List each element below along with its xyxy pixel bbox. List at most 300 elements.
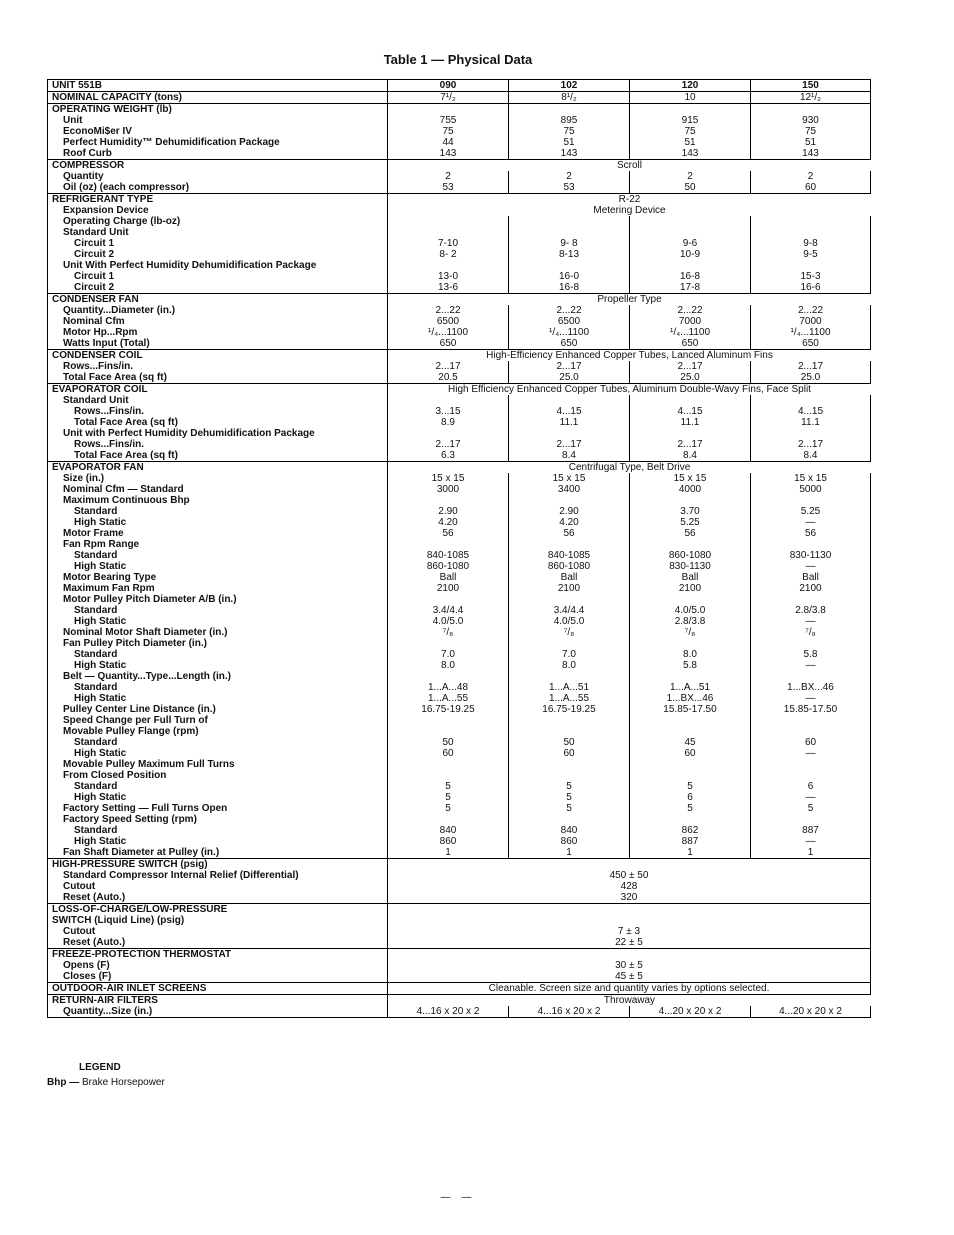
cell-value: 2 [687, 171, 693, 182]
cell-value: 11.1 [801, 417, 820, 428]
cell-value: 8.9 [441, 417, 455, 428]
row-label: Opens (F) [63, 960, 110, 971]
row-label: Operating Charge (lb-oz) [63, 216, 181, 227]
cell-value: 4...15 [797, 406, 824, 417]
cell-value: 15 x 15 [673, 473, 707, 484]
cell-value: 2100 [436, 583, 460, 594]
cell-value: 2...17 [435, 439, 461, 450]
cell-value [630, 726, 750, 737]
row-label: Speed Change per Full Turn of [63, 715, 208, 726]
spanning-value: 30 ± 5 [615, 960, 643, 971]
cell-value: 2.8/3.8 [795, 605, 826, 616]
cell-value [388, 260, 508, 271]
cell-value: 5 [445, 803, 451, 814]
row-label: High Static [74, 836, 127, 847]
value-col-090 [388, 995, 656, 1018]
section-row [48, 104, 871, 160]
row-label: Standard [74, 605, 118, 616]
row-label: Oil (oz) (each compressor) [63, 182, 190, 193]
cell-value: 53 [563, 182, 575, 193]
value-col-150 [751, 384, 871, 462]
cell-value: 5 [687, 781, 693, 792]
cell-value [388, 495, 508, 506]
cell-value: 4.20 [559, 517, 579, 528]
row-label: Standard Unit [63, 227, 129, 238]
value-col-102 [509, 384, 630, 462]
cell-value: 25.0 [800, 372, 821, 383]
cell-value: 2...17 [677, 439, 703, 450]
cell-value: 8-13 [558, 249, 579, 260]
cell-value [509, 216, 629, 227]
cell-value [630, 428, 750, 439]
row-label: Circuit 1 [74, 271, 115, 282]
row-label: Quantity...Size (in.) [63, 1006, 153, 1017]
legend [47, 1062, 165, 1088]
cell-value: 53 [442, 182, 454, 193]
cell-value: Ball [802, 572, 819, 583]
cell-value [388, 428, 508, 439]
cell-value [630, 638, 750, 649]
cell-value [388, 395, 508, 406]
row-label: Standard [74, 737, 118, 748]
row-label: Maximum Continuous Bhp [63, 495, 190, 506]
cell-value: 1...A...48 [427, 682, 469, 693]
cell-value: 15-3 [800, 271, 821, 282]
cell-value: 2...17 [556, 361, 582, 372]
row-label: Fan Pulley Pitch Diameter (in.) [63, 638, 207, 649]
cell-value [509, 715, 629, 726]
cell-value [509, 770, 629, 781]
cell-value: 51 [804, 137, 817, 148]
row-label: Motor Hp...Rpm [63, 327, 138, 338]
row-label: NOMINAL CAPACITY (tons) [52, 92, 182, 103]
row-label: EVAPORATOR FAN [52, 462, 144, 473]
row-label: Nominal Cfm — Standard [63, 484, 184, 495]
cell-value: 5 [566, 792, 572, 803]
cell-value [751, 638, 870, 649]
cell-value: 650 [560, 338, 578, 349]
cell-value [630, 539, 750, 550]
cell-value: 2...17 [797, 361, 824, 372]
row-label: Standard Unit [63, 395, 129, 406]
cell-value: 2...17 [677, 361, 703, 372]
row-label: Circuit 1 [74, 238, 115, 249]
cell-value: 5 [566, 781, 572, 792]
cell-value: 75 [804, 126, 817, 137]
cell-value: 860 [439, 836, 457, 847]
cell-value: 56 [684, 528, 696, 539]
cell-value: 915 [681, 115, 699, 126]
spanning-caption: Centrifugal Type, Belt Drive [388, 462, 871, 473]
cell-value: 13-0 [437, 271, 458, 282]
value-col-090 [388, 294, 662, 350]
row-label: HIGH-PRESSURE SWITCH (psig) [52, 859, 208, 870]
spanning-value [388, 904, 870, 915]
row-label: Maximum Fan Rpm [63, 583, 155, 594]
value-col-090 [388, 92, 509, 104]
cell-value: 7.0 [562, 649, 576, 660]
cell-value: 60 [684, 748, 696, 759]
cell-value: 650 [802, 338, 819, 349]
cell-value: 2100 [557, 583, 581, 594]
row-label: Movable Pulley Maximum Full Turns [63, 759, 235, 770]
row-label: Factory Speed Setting (rpm) [63, 814, 197, 825]
cell-value [751, 227, 870, 238]
cell-value: 3.4/4.4 [432, 605, 464, 616]
row-label: Cutout [63, 881, 96, 892]
row-label: High Static [74, 792, 127, 803]
row-label: High Static [74, 693, 127, 704]
legend-sep: — [69, 1077, 80, 1088]
value-col-102 [509, 462, 630, 859]
cell-value: 5.25 [800, 506, 821, 517]
spanning-value: 428 [620, 881, 638, 892]
value-col-090 [388, 104, 509, 160]
section-labels [48, 160, 388, 194]
cell-value: 2.8/3.8 [674, 616, 706, 627]
cell-value: 3.70 [680, 506, 700, 517]
row-label: Unit With Perfect Humidity Dehumidification Package [63, 260, 317, 271]
spanning-value: Cleanable. Screen size and quantity varies by options selected. [488, 983, 770, 994]
cell-value: 7¹/₂ [440, 92, 456, 103]
cell-value: 10 [684, 92, 696, 103]
row-label: Size (in.) [63, 473, 105, 484]
cell-value: 13-6 [437, 282, 458, 293]
cell-value: ⁷/₈ [442, 627, 454, 638]
cell-value [509, 260, 629, 271]
cell-value: 25.0 [680, 372, 700, 383]
cell-value [630, 216, 750, 227]
cell-value [751, 428, 870, 439]
cell-value: 2...22 [556, 305, 582, 316]
cell-value: ¹/₄...1100 [669, 327, 711, 338]
cell-value: 6500 [436, 316, 460, 327]
cell-value [630, 759, 750, 770]
cell-value [388, 715, 508, 726]
cell-value: 16-8 [558, 282, 579, 293]
row-label: Nominal Motor Shaft Diameter (in.) [63, 627, 228, 638]
section-labels [48, 194, 388, 294]
spanning-values [388, 859, 871, 904]
spanning-value: 450 ± 50 [609, 870, 649, 881]
value-col-102 [509, 92, 630, 104]
cell-value [630, 104, 750, 115]
section-labels [48, 462, 388, 859]
cell-value: 5.25 [680, 517, 700, 528]
row-label: Standard [74, 781, 118, 792]
row-label: Total Face Area (sq ft) [74, 450, 178, 461]
cell-value: Ball [439, 572, 457, 583]
cell-value: 8.0 [683, 649, 697, 660]
cell-value: 51 [563, 137, 575, 148]
row-label: SWITCH (Liquid Line) (psig) [52, 915, 185, 926]
cell-value: 3...15 [435, 406, 461, 417]
cell-value: 840-1085 [547, 550, 591, 561]
section-row [48, 995, 871, 1018]
cell-value: 1...BX...46 [666, 693, 714, 704]
cell-value [388, 726, 508, 737]
cell-value: 6500 [557, 316, 581, 327]
cell-value: 1...BX...46 [787, 682, 834, 693]
cell-value [630, 715, 750, 726]
cell-value: 4...15 [677, 406, 703, 417]
cell-value: ⁷/₈ [684, 627, 696, 638]
cell-value: — [805, 517, 816, 528]
row-label: Rows...Fins/in. [63, 361, 134, 372]
cell-value [388, 104, 508, 115]
cell-value: 4...16 x 20 x 2 [416, 1006, 480, 1017]
section-row [48, 294, 871, 350]
cell-value: 6 [807, 781, 814, 792]
cell-value: 5.8 [803, 649, 818, 660]
cell-value: 830-1130 [669, 561, 711, 572]
row-label: COMPRESSOR [52, 160, 125, 171]
cell-value: 3400 [557, 484, 581, 495]
cell-value: 4.0/5.0 [674, 605, 706, 616]
cell-value: 15 x 15 [431, 473, 465, 484]
cell-value: 930 [802, 115, 819, 126]
cell-value [630, 770, 750, 781]
cell-value: 15.85-17.50 [663, 704, 717, 715]
spanning-caption: High Efficiency Enhanced Copper Tubes, Aluminum Double-Wavy Fins, Face Split [388, 384, 871, 395]
spanning-caption: R-22 [388, 194, 871, 205]
section-row [48, 92, 871, 104]
row-label: Fan Rpm Range [63, 539, 140, 550]
cell-value: 5.8 [683, 660, 697, 671]
row-label: Watts Input (Total) [63, 338, 150, 349]
cell-value: 6 [687, 792, 693, 803]
spanning-value [388, 949, 870, 960]
row-label: Total Face Area (sq ft) [63, 372, 167, 383]
row-label: Motor Bearing Type [63, 572, 157, 583]
cell-value [509, 638, 629, 649]
section-labels [48, 995, 388, 1018]
cell-value: 7.0 [441, 649, 455, 660]
cell-value: 7000 [678, 316, 702, 327]
section-row [48, 194, 871, 294]
cell-value [509, 395, 629, 406]
cell-value: 4.20 [438, 517, 458, 528]
section-labels [48, 92, 388, 104]
cell-value: 8.4 [562, 450, 576, 461]
cell-value [388, 770, 508, 781]
row-label: High Static [74, 561, 127, 572]
cell-value [388, 638, 508, 649]
row-label: Factory Setting — Full Turns Open [63, 803, 228, 814]
row-label: Standard [74, 825, 118, 836]
cell-value: 60 [804, 737, 817, 748]
section-row [48, 983, 871, 995]
spanning-caption: High-Efficiency Enhanced Copper Tubes, Lanced Aluminum Fins [388, 350, 871, 361]
row-label: Standard [74, 682, 118, 693]
cell-value: 650 [681, 338, 699, 349]
cell-value: 5 [807, 803, 814, 814]
row-label: Perfect Humidity™ Dehumidification Package [63, 137, 280, 148]
cell-value [751, 395, 870, 406]
row-label: Circuit 2 [74, 249, 115, 260]
cell-value [630, 671, 750, 682]
cell-value: 887 [681, 836, 699, 847]
spanning-value: 22 ± 5 [615, 937, 643, 948]
cell-value [509, 594, 629, 605]
row-label: RETURN-AIR FILTERS [52, 995, 158, 1006]
cell-value: ¹/₄...1100 [427, 327, 469, 338]
cell-value: — [805, 561, 816, 572]
cell-value: 1...A...55 [548, 693, 590, 704]
cell-value: 8.0 [441, 660, 455, 671]
header-col-090: 090 [388, 80, 509, 92]
cell-value: — [805, 792, 816, 803]
spanning-values [388, 904, 871, 949]
cell-value: 56 [442, 528, 454, 539]
row-label: EconoMi$er IV [63, 126, 132, 137]
cell-value: 650 [439, 338, 457, 349]
cell-value: 5 [445, 792, 451, 803]
row-label: Closes (F) [63, 971, 112, 982]
row-label: Expansion Device [63, 205, 149, 216]
cell-value: 60 [442, 748, 454, 759]
section-row [48, 859, 871, 904]
row-label: High Static [74, 660, 127, 671]
cell-value: — [805, 748, 816, 759]
cell-value: 12¹/₂ [799, 92, 822, 103]
row-label: High Static [74, 748, 127, 759]
cell-value [388, 759, 508, 770]
cell-value: — [805, 693, 816, 704]
spanning-values [388, 983, 871, 995]
cell-value [509, 671, 629, 682]
row-label: Standard [74, 550, 118, 561]
cell-value [509, 759, 629, 770]
spanning-caption: Throwaway [388, 995, 871, 1006]
legend-heading: LEGEND [79, 1062, 121, 1073]
row-label: Motor Frame [63, 528, 124, 539]
row-label: Rows...Fins/in. [74, 406, 145, 417]
cell-value [751, 770, 870, 781]
cell-value [751, 260, 870, 271]
page-footer: — — [440, 1192, 476, 1203]
row-label: Unit [63, 115, 83, 126]
section-labels [48, 104, 388, 160]
cell-value: 840 [439, 825, 457, 836]
cell-value [630, 395, 750, 406]
row-label: From Closed Position [63, 770, 167, 781]
cell-value: 4.0/5.0 [432, 616, 464, 627]
row-label: Nominal Cfm [63, 316, 125, 327]
cell-value: 60 [804, 182, 817, 193]
row-label: CONDENSER FAN [52, 294, 139, 305]
cell-value: 4...15 [556, 406, 582, 417]
cell-value: 2100 [799, 583, 822, 594]
cell-value: 860 [560, 836, 578, 847]
cell-value: 143 [802, 148, 819, 159]
section-labels [48, 859, 388, 904]
cell-value: 8.4 [683, 450, 697, 461]
cell-value [509, 428, 629, 439]
row-label: OUTDOOR-AIR INLET SCREENS [52, 983, 207, 994]
row-label: Quantity [63, 171, 104, 182]
cell-value: 2.90 [559, 506, 579, 517]
legend-abbr: Bhp [47, 1077, 67, 1088]
cell-value: 2...17 [435, 361, 461, 372]
cell-value: 887 [802, 825, 819, 836]
cell-value: 7-10 [437, 238, 458, 249]
legend-entry [47, 1077, 165, 1088]
row-label: Cutout [63, 926, 96, 937]
cell-value: 143 [681, 148, 699, 159]
row-label: EVAPORATOR COIL [52, 384, 148, 395]
cell-value [751, 726, 870, 737]
cell-value: 1 [566, 847, 572, 858]
cell-value: 2100 [678, 583, 702, 594]
cell-value: Ball [560, 572, 578, 583]
row-label: LOSS-OF-CHARGE/LOW-PRESSURE [52, 904, 228, 915]
cell-value [751, 671, 870, 682]
row-label: Reset (Auto.) [63, 892, 126, 903]
spanning-caption-2: Metering Device [388, 205, 871, 216]
row-label: Pulley Center Line Distance (in.) [63, 704, 216, 715]
cell-value: 5 [445, 781, 451, 792]
value-col-150 [751, 92, 871, 104]
cell-value: 50 [684, 182, 696, 193]
row-label: Total Face Area (sq ft) [74, 417, 178, 428]
row-label: CONDENSER COIL [52, 350, 143, 361]
row-label: High Static [74, 616, 127, 627]
cell-value: 15 x 15 [794, 473, 827, 484]
cell-value: 5 [566, 803, 572, 814]
cell-value: 56 [563, 528, 575, 539]
value-col-120 [630, 92, 751, 104]
cell-value: 143 [439, 148, 457, 159]
cell-value: ⁷/₈ [805, 627, 816, 638]
cell-value: 16.75-19.25 [421, 704, 475, 715]
header-row [48, 80, 871, 92]
cell-value [630, 594, 750, 605]
header-label: UNIT 551B [48, 80, 388, 92]
cell-value: 10-9 [679, 249, 700, 260]
cell-value: 8¹/₂ [561, 92, 577, 103]
header-col-120: 120 [630, 80, 751, 92]
row-label: Quantity...Diameter (in.) [63, 305, 176, 316]
cell-value: 25.0 [559, 372, 579, 383]
value-col-120 [630, 384, 751, 462]
cell-value: 60 [563, 748, 575, 759]
row-label: Fan Shaft Diameter at Pulley (in.) [63, 847, 220, 858]
value-col-150 [751, 462, 871, 859]
cell-value: Ball [681, 572, 699, 583]
value-col-150 [751, 104, 871, 160]
cell-value: — [805, 660, 816, 671]
header-col-102: 102 [509, 80, 630, 92]
cell-value: 50 [563, 737, 575, 748]
cell-value [630, 260, 750, 271]
cell-value: 15.85-17.50 [783, 704, 838, 715]
table-title: Table 1 — Physical Data [383, 52, 533, 67]
spanning-caption: Propeller Type [388, 294, 871, 305]
header-col-150: 150 [751, 80, 871, 92]
cell-value: 1 [687, 847, 693, 858]
cell-value [751, 216, 870, 227]
section-row [48, 462, 871, 859]
cell-value: 17-8 [679, 282, 700, 293]
cell-value: 15 x 15 [552, 473, 586, 484]
cell-value: 8.0 [562, 660, 576, 671]
row-label: REFRIGERANT TYPE [52, 194, 154, 205]
cell-value: — [805, 616, 816, 627]
row-label: Motor Pulley Pitch Diameter A/B (in.) [63, 594, 237, 605]
cell-value: 2 [445, 171, 451, 182]
cell-value: 1...A...51 [548, 682, 590, 693]
